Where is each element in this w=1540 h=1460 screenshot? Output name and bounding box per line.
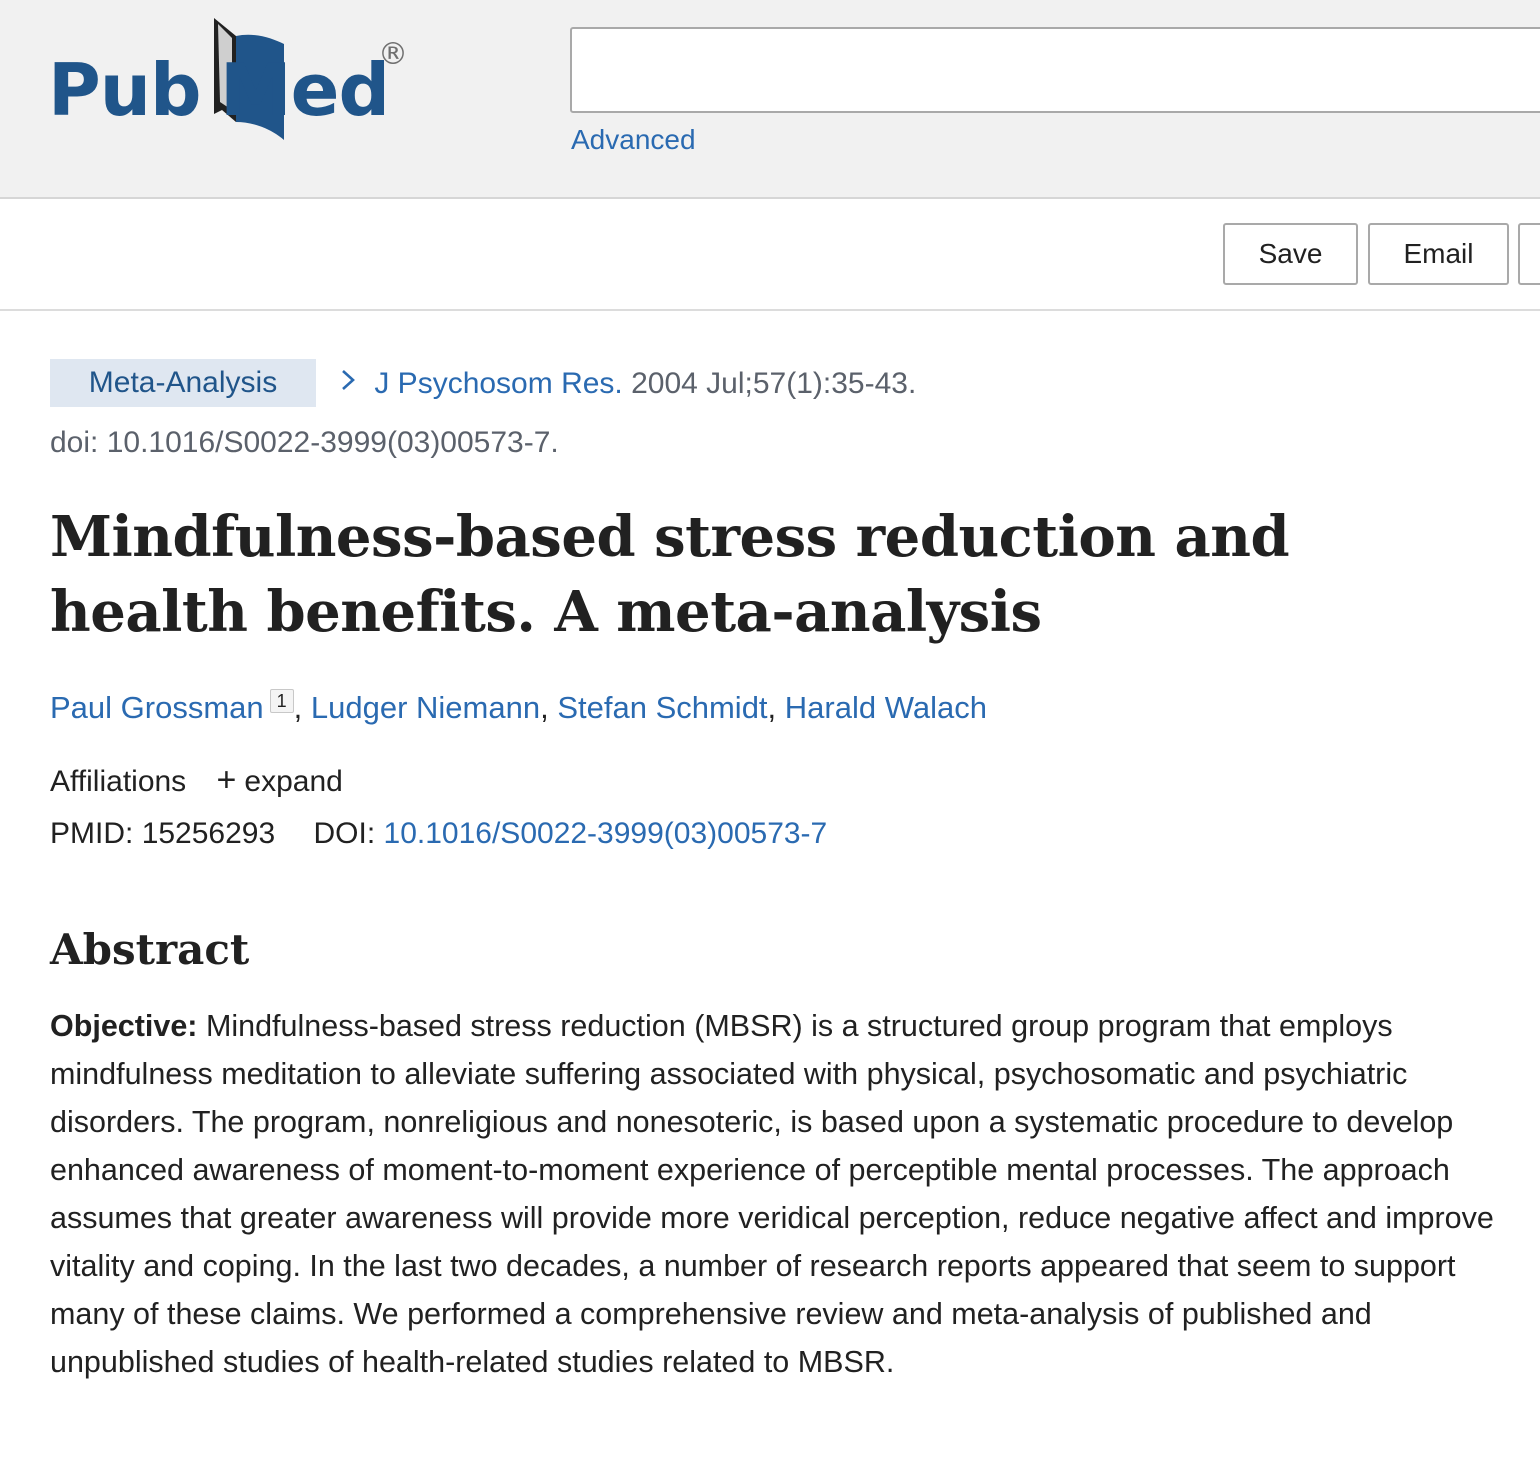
objective-text: Mindfulness-based stress reduction (MBSR) is a structured group program that employs mindfulness meditation to alleviate suffering associated with physical, psychosomatic and psychiatric disorders. The program, nonreligious and nonesoteric, is based upon a systematic procedure to develop enhanced awareness of moment-to-moment experience of perceptible mental processes. The approach assumes that greater awareness will provide more veridical perception, reduce negative affect and improve vitality and coping. In the last two decades, a number of research reports appeared that seem to support many of these claims. We performed a comprehensive review and meta-analysis of published and unpublished studies of health-related studies related to MBSR.	[50, 1009, 1494, 1379]
abstract-objective	[50, 1002, 1495, 1386]
author-separator: ,	[293, 690, 311, 725]
affiliation-ref[interactable]: 1	[270, 689, 294, 713]
expand-label: expand	[244, 765, 343, 798]
email-button[interactable]: Email	[1368, 223, 1509, 285]
more-actions-button[interactable]	[1518, 223, 1540, 285]
objective-label: Objective:	[50, 1009, 198, 1043]
action-bar	[0, 199, 1540, 311]
chevron-right-icon	[338, 364, 366, 404]
author-separator: ,	[540, 690, 558, 725]
affiliations-label: Affiliations	[50, 765, 187, 798]
author-link[interactable]: Paul Grossman	[50, 690, 264, 725]
author-separator: ,	[767, 690, 785, 725]
author-link[interactable]: Harald Walach	[784, 690, 987, 725]
article-title: Mindfulness-based stress reduction and health benefits. A meta-analysis	[50, 504, 1290, 645]
logo-med-text: Med	[220, 48, 390, 132]
pmid-label: PMID:	[50, 817, 134, 850]
advanced-search-link[interactable]: Advanced	[571, 124, 696, 155]
save-button[interactable]: Save	[1223, 223, 1358, 285]
doi-line: doi: 10.1016/S0022-3999(03)00573-7.	[50, 426, 559, 459]
pubmed-logo[interactable]	[48, 14, 418, 144]
logo-pub-text: Pub	[48, 48, 201, 132]
pmid-value: 15256293	[141, 817, 276, 850]
citation-line	[338, 364, 916, 404]
identifiers-row	[50, 814, 827, 854]
search-input[interactable]	[570, 27, 1540, 113]
abstract-heading: Abstract	[50, 925, 250, 974]
author-link[interactable]: Ludger Niemann	[310, 690, 541, 725]
authors-list	[50, 686, 987, 730]
site-header	[0, 0, 1540, 199]
journal-link[interactable]: J Psychosom Res.	[374, 367, 623, 400]
citation-details: 2004 Jul;57(1):35-43.	[631, 367, 917, 400]
publication-type-badge[interactable]: Meta-Analysis	[50, 359, 316, 407]
registered-mark: ®	[378, 37, 408, 72]
affiliations-row	[50, 760, 343, 802]
plus-icon: +	[216, 761, 237, 799]
doi-link[interactable]: 10.1016/S0022-3999(03)00573-7	[383, 817, 828, 850]
author-link[interactable]: Stefan Schmidt	[557, 690, 768, 725]
doi-label: DOI:	[313, 817, 376, 850]
expand-affiliations-toggle[interactable]	[216, 761, 343, 799]
